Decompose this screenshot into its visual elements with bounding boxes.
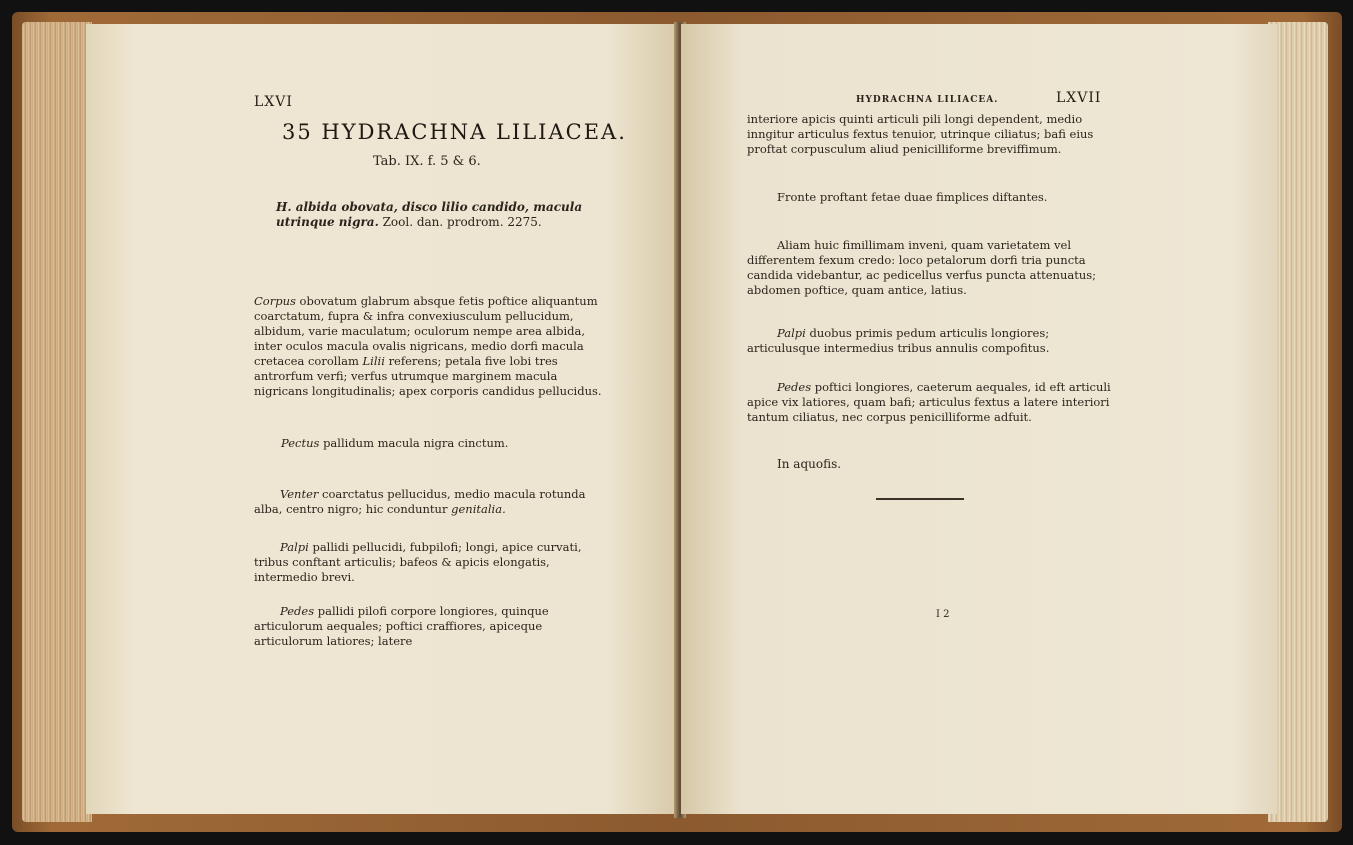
lead-palpi: Palpi	[280, 540, 309, 554]
left-page-edges	[22, 22, 92, 822]
lead-pectus: Pectus	[281, 436, 320, 450]
end-rule	[876, 498, 964, 500]
left-folio: LXVI	[254, 94, 293, 110]
lead-venter: Venter	[280, 487, 319, 501]
text-corpus: obovatum glabrum absque fetis poftice aliquantum coarctatum, fupra & infra convexiusculum pellucidum, albidum, varie maculatum; oculorum nempe area albida, inter oculos macula ovalis nigricans, medio dorfi macula cretacea corollam	[254, 294, 598, 368]
paragraph-continuation: interiore apicis quinti articuli pili longi dependent, medio inngitur articulus fextus tenuior, utrinque ciliatus; bafi eius proftat corpusculum aliud penicilliforme breviffimum.	[747, 112, 1094, 156]
paragraph-corpus	[254, 294, 614, 399]
running-head: HYDRACHNA LILIACEA.	[856, 95, 999, 105]
species-title: 35 HYDRACHNA LILIACEA.	[282, 120, 627, 144]
text-pedes: pallidi pilofi corpore longiores, quinque articulorum aequales; poftici craffiores, apiceque articulorum latiores; latere	[254, 604, 549, 648]
paragraph-pedes-right	[747, 380, 1111, 425]
text-palpi: pallidi pellucidi, fubpilofi; longi, apice curvati, tribus conftant articulis; bafeos & apicis elongatis, intermedio brevi.	[254, 540, 582, 584]
paragraph-palpi-right	[747, 326, 1111, 356]
text-corpus-rest: referens; petala five lobi tres antrorfum verfi; verfus utrumque marginem macula nigricans longitudinalis; apex corporis candidus pellucidus.	[254, 354, 602, 398]
lead-corpus: Corpus	[254, 294, 296, 308]
right-folio: LXVII	[1056, 90, 1102, 106]
word-lilii: Lilii	[362, 354, 385, 368]
paragraph-palpi	[254, 540, 614, 585]
text-palpi-right: duobus primis pedum articulis longiores; articulusque intermedius tribus annulis compofitus.	[747, 326, 1050, 355]
signature-mark: I 2	[936, 609, 950, 620]
text-venter: coarctatus pellucidus, medio macula rotunda alba, centro nigro; hic conduntur	[254, 487, 586, 516]
paragraph-varietas: Aliam huic fimillimam inveni, quam varietatem vel differentem fexum credo: loco petalorum dorfi tria puncta candida videbantur, ac pedicellus verfus puncta attenuatus; abdomen poftice, quam antice, latius.	[747, 238, 1097, 297]
word-genitalia: genitalia.	[451, 502, 506, 516]
paragraph-pectus	[281, 436, 611, 451]
right-page-edges	[1268, 22, 1328, 822]
left-page	[86, 24, 678, 814]
paragraph-fronte: Fronte proftant fetae duae fimplices diftantes.	[777, 190, 1048, 204]
text-pectus: pallidum macula nigra cinctum.	[323, 436, 509, 450]
diagnosis-italic: H. albida obovata, disco lilio candido, macula utrinque nigra.	[276, 200, 583, 229]
lead-pedes-right: Pedes	[777, 380, 812, 394]
lead-palpi-right: Palpi	[777, 326, 806, 340]
paragraph-pedes	[254, 604, 614, 649]
paragraph-venter	[254, 487, 614, 517]
diagnosis	[276, 200, 616, 230]
right-page	[681, 24, 1277, 814]
lead-pedes: Pedes	[280, 604, 315, 618]
plate-reference: Tab. IX. f. 5 & 6.	[373, 154, 481, 169]
habitat-text: In aquofis.	[777, 457, 842, 471]
diagnosis-reference: Zool. dan. prodrom. 2275.	[382, 215, 542, 229]
text-pedes-right: poftici longiores, caeterum aequales, id eft articuli apice vix latiores, quam bafi; articulus fextus a latere interiori tantum ciliatus, nec corpus penicilliforme adfuit.	[747, 380, 1111, 424]
